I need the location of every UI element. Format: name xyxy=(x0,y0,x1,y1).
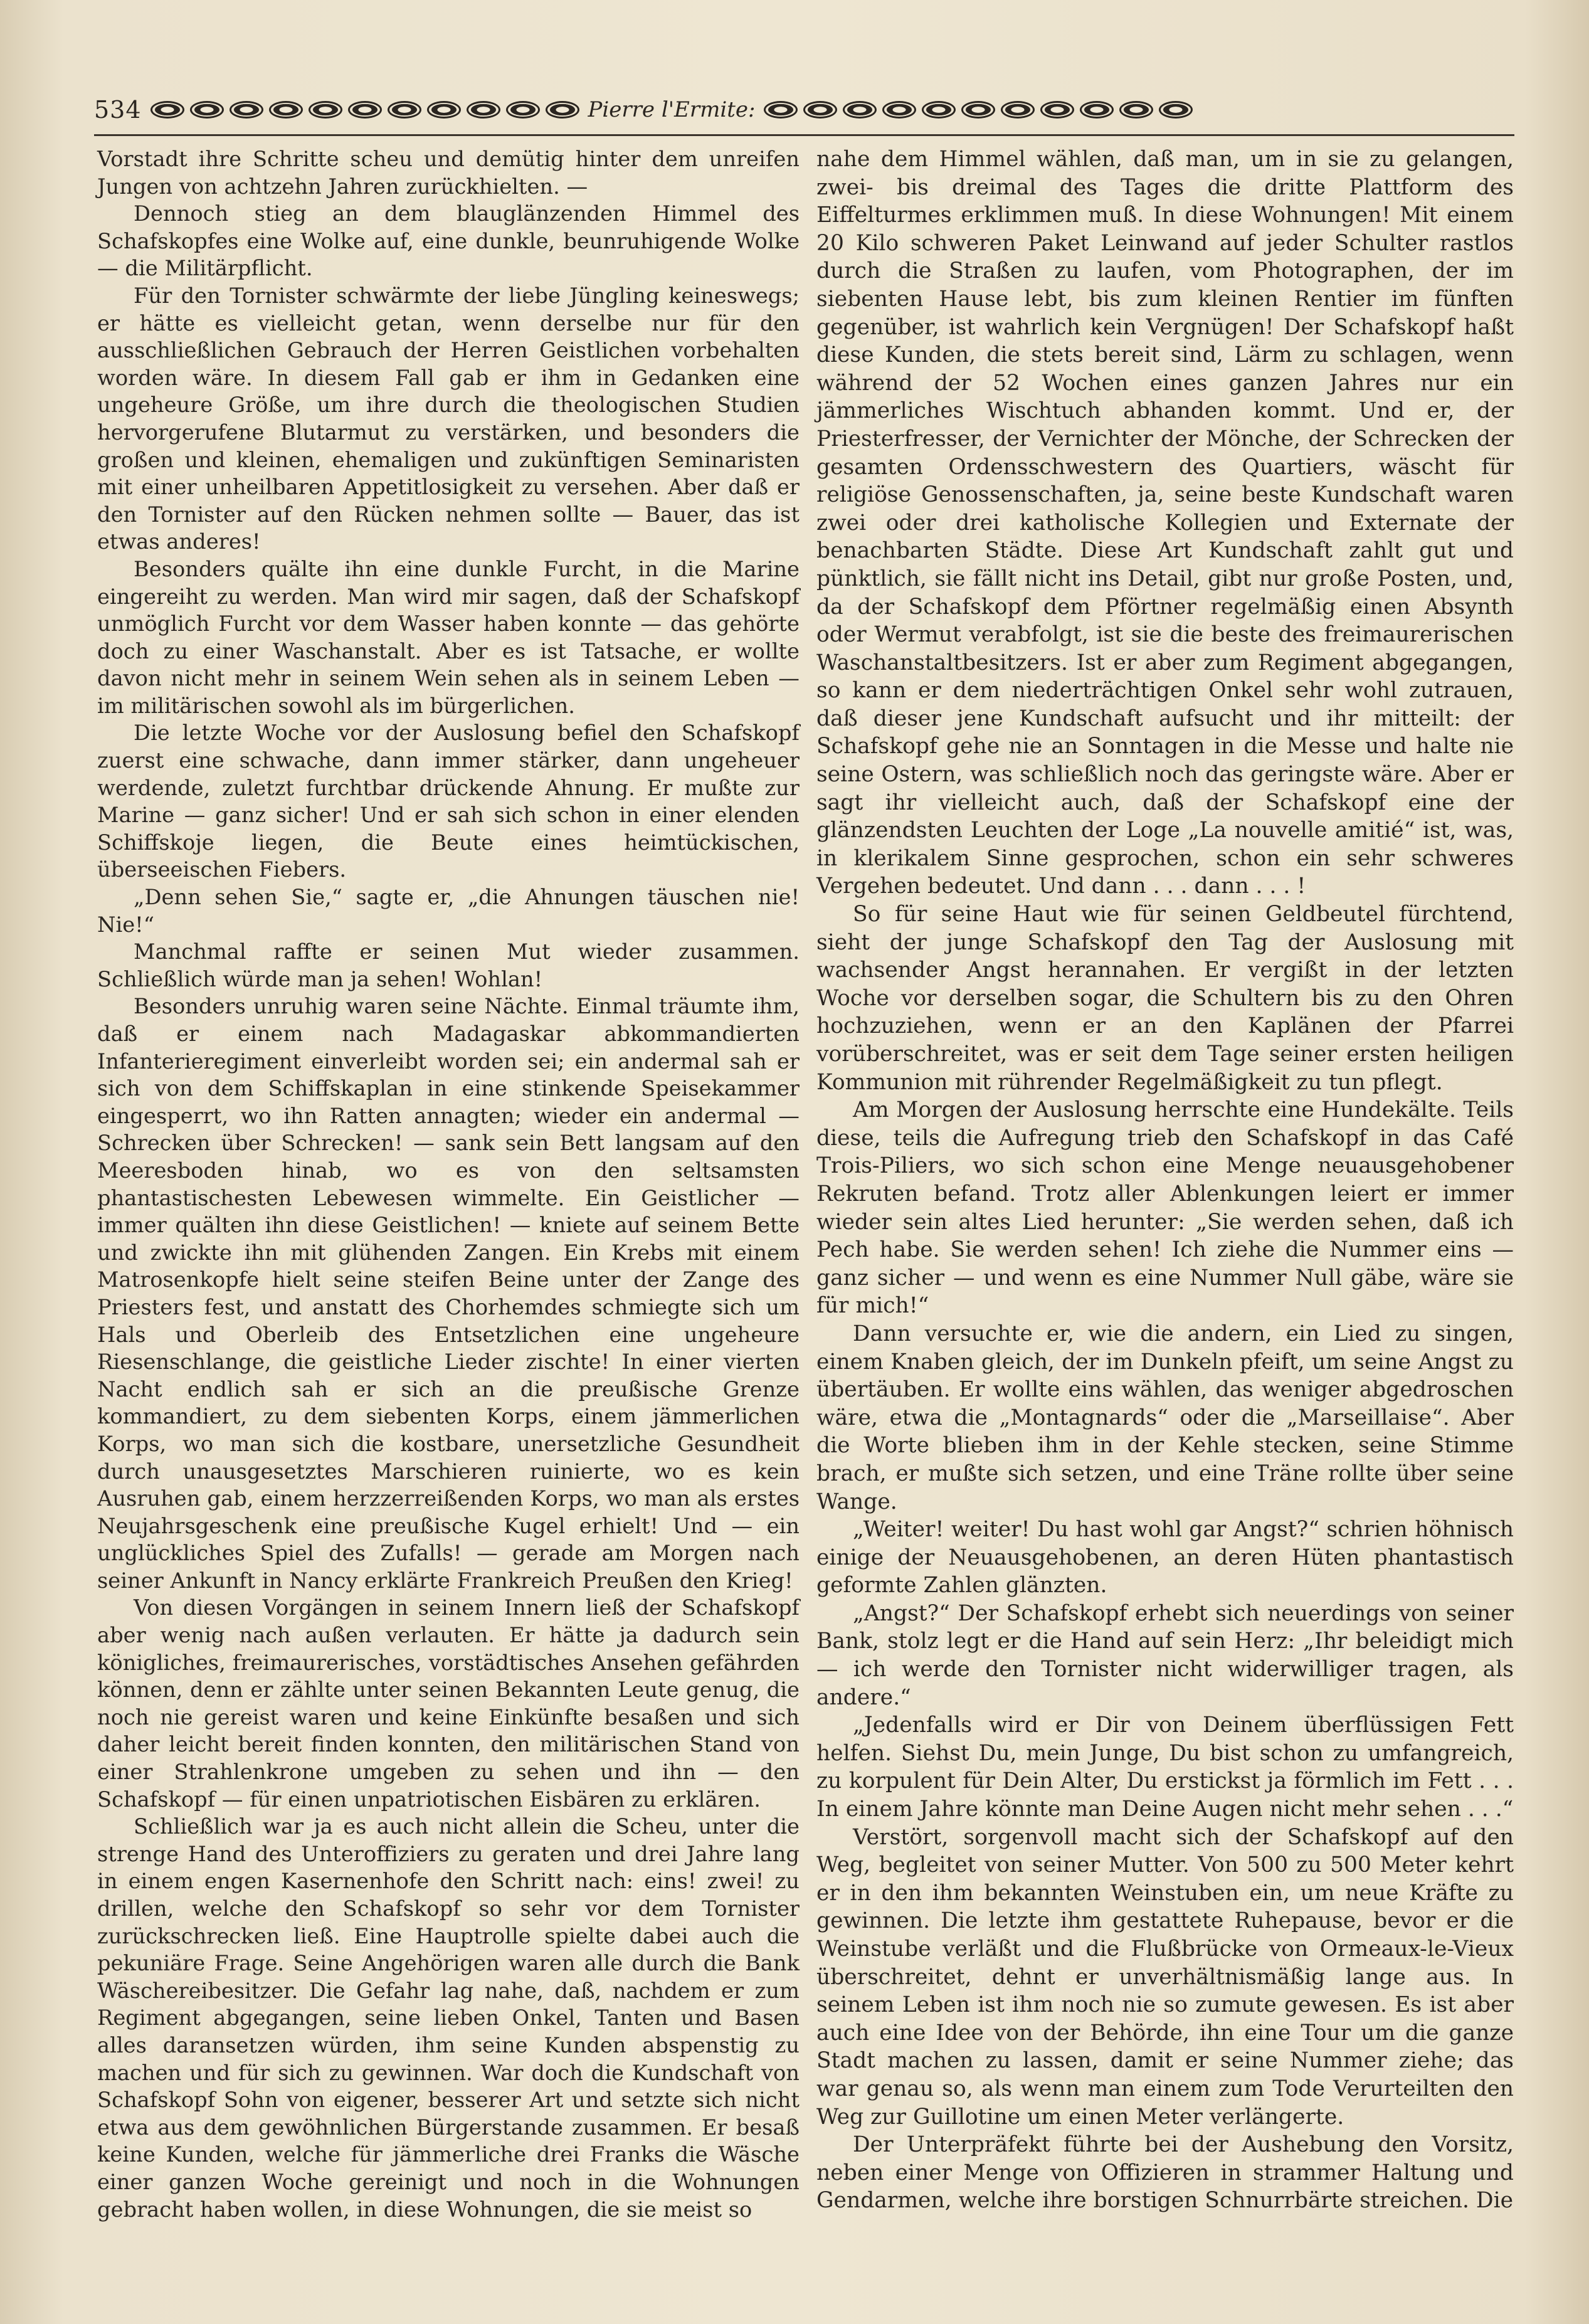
paragraph: Dennoch stieg an dem blauglänzenden Himmel des Schafskopfes eine Wolke auf, eine dunkle, beunruhigende Wolke — die Militärpflicht. xyxy=(97,201,800,281)
scroll-ornament-icon xyxy=(269,101,303,119)
scroll-ornament-icon xyxy=(1001,101,1035,119)
scroll-ornament-icon xyxy=(506,101,540,119)
paragraph: Der Unterpräfekt führte bei der Aushebung den Vorsitz, neben einer Menge von Offizieren in strammer Haltung und Gendarmen, welche ihre borstigen Schnurrbärte streichen. Die xyxy=(816,2132,1514,2214)
paragraph: „Angst?“ Der Schafskopf erhebt sich neuerdings von seiner Bank, stolz legt er die Hand auf sein Herz: „Ihr beleidigt mich — ich werde den Tornister nicht widerwilliger tragen, als andere.“ xyxy=(816,1600,1514,1710)
scroll-ornament-icon xyxy=(230,101,263,119)
scroll-ornament-icon xyxy=(1119,101,1153,119)
paragraph: „Weiter! weiter! Du hast wohl gar Angst?“ schrien höhnisch einige der Neuausgehobenen, an deren Hüten phantastisch geformte Zahlen glänzten. xyxy=(816,1517,1514,1598)
header-ornaments-left xyxy=(150,101,579,119)
scroll-ornament-icon xyxy=(882,101,916,119)
paragraph: Besonders quälte ihn eine dunkle Furcht, in die Marine eingereiht zu werden. Man wird mir sagen, daß der Schafskopf unmöglich Furcht vor dem Wasser haben konnte — das gehörte doch zu einer Waschanstalt. Aber es ist Tatsache, er wollte davon nicht mehr in seinem Wein sehen als in seinem Leben — im militärischen sowohl als im bürgerlichen. xyxy=(97,556,800,718)
paragraph: So für seine Haut wie für seinen Geldbeutel fürchtend, sieht der junge Schafskopf den Tag der Auslosung mit wachsender Angst herannahen. Er vergißt in der letzten Woche vor derselben sogar, die Schultern bis zu den Ohren hochzuziehen, wenn er an den Kaplänen der Pfarrei vorüberschreitet, was er seit dem Tage seiner ersten heiligen Kommunion mit rührender Regelmäßigkeit zu tun pflegt. xyxy=(816,902,1514,1095)
scroll-ornament-icon xyxy=(764,101,798,119)
scroll-ornament-icon xyxy=(843,101,877,119)
scroll-ornament-icon xyxy=(150,101,184,119)
paragraph: „Jedenfalls wird er Dir von Deinem überflüssigen Fett helfen. Siehst Du, mein Junge, Du bist schon zu umfangreich, zu korpulent für Dein Alter, Du erstickst ja förmlich im Fett . . . In einem Jahre könnte man Deine Augen nicht mehr sehen . . .“ xyxy=(816,1713,1514,1822)
scroll-ornament-icon xyxy=(309,101,342,119)
scroll-ornament-icon xyxy=(427,101,461,119)
running-title: Pierre l'Ermite: xyxy=(588,97,756,122)
scroll-ornament-icon xyxy=(1159,101,1193,119)
header-ornaments-right xyxy=(764,101,1193,119)
page-header xyxy=(94,94,1511,125)
scroll-ornament-icon xyxy=(348,101,382,119)
paragraph: Von diesen Vorgängen in seinem Innern ließ der Schafskopf aber wenig nach außen verlauten. Er hätte ja dadurch sein königliches, freimaurerisches, vorstädtisches Ansehen gefährden können, denn er zählte unter seinen Bekannten Leute genug, die noch nie gereist waren und keine Einkünfte besaßen und sich daher leicht bereit finden konnten, den militärischen Stand von einer Strahlenkrone umgeben zu sehen und ihn — den Schafskopf — für einen unpatriotischen Eisbären zu erklären. xyxy=(97,1595,800,1812)
scroll-ornament-icon xyxy=(1080,101,1114,119)
scroll-ornament-icon xyxy=(961,101,995,119)
left-column xyxy=(97,145,800,2223)
paragraph: Dann versuchte er, wie die andern, ein Lied zu singen, einem Knaben gleich, der im Dunkeln pfeift, um seine Angst zu übertäuben. Er wollte eins wählen, das weniger abgedroschen wäre, etwa die „Montagnards“ oder die „Marseillaise“. Aber die Worte blieben ihm in der Kehle stecken, seine Stimme brach, er mußte sich setzen, und eine Träne rollte über seine Wange. xyxy=(816,1321,1514,1514)
scroll-ornament-icon xyxy=(1040,101,1074,119)
paragraph: Am Morgen der Auslosung herrschte eine Hundekälte. Teils diese, teils die Aufregung trieb den Schafskopf in das Café Trois-Piliers, wo sich schon eine Menge neuausgehobener Rekruten befand. Trotz aller Ablenkungen leiert er immer wieder sein altes Lied herunter: „Sie werden sehen, daß ich Pech habe. Sie werden sehen! Ich ziehe die Nummer eins — ganz sicher — und wenn es eine Nummer Null gäbe, wäre sie für mich!“ xyxy=(816,1097,1514,1319)
header-rule xyxy=(94,134,1514,136)
right-column xyxy=(816,145,1514,2215)
paragraph: Vorstadt ihre Schritte scheu und demütig hinter dem unreifen Jungen von achtzehn Jahren zurückhielten. — xyxy=(97,147,800,199)
paragraph: Verstört, sorgenvoll macht sich der Schafskopf auf den Weg, begleitet von seiner Mutter. Von 500 zu 500 Meter kehrt er in den ihm bekannten Weinstuben ein, um neue Kräfte zu gewinnen. Die letzte ihm gestattete Ruhepause, bevor er die Weinstube verläßt und die Flußbrücke von Ormeaux-le-Vieux überschreitet, dehnt er unverhältnismäßig lange aus. In seinem Leben ist ihm noch nie so zumute gewesen. Es ist aber auch eine Idee von der Behörde, ihn eine Tour um die ganze Stadt machen zu lassen, damit er seine Nummer ziehe; das war genau so, als wenn man einem zum Tode Verurteilten den Weg zur Guillotine um einen Meter verlängerte. xyxy=(816,1824,1514,2130)
scroll-ornament-icon xyxy=(190,101,224,119)
scroll-ornament-icon xyxy=(922,101,956,119)
paragraph: Für den Tornister schwärmte der liebe Jüngling keineswegs; er hätte es vielleicht getan, wenn derselbe nur für den ausschließlichen Gebrauch der Herren Geistlichen vorbehalten worden wäre. In diesem Fall gab er ihm in Gedanken eine ungeheure Größe, um ihre durch die theologischen Studien hervorgerufene Blutarmut zu verstärken, und besonders die großen und kleinen, ehemaligen und zukünftigen Seminaristen mit einer unheilbaren Appetitlosigkeit zu versehen. Aber daß er den Tornister auf den Rücken nehmen sollte — Bauer, das ist etwas anderes! xyxy=(97,283,800,554)
scroll-ornament-icon xyxy=(803,101,837,119)
paragraph: Die letzte Woche vor der Auslosung befiel den Schafskopf zuerst eine schwache, dann immer stärker, dann ungeheuer werdende, zuletzt furchtbar drückende Ahnung. Er mußte zur Marine — ganz sicher! Und er sah sich schon in einer elenden Schiffskoje liegen, die Beute eines heimtückischen, überseeischen Fiebers. xyxy=(97,721,800,882)
scroll-ornament-icon xyxy=(546,101,579,119)
scroll-ornament-icon xyxy=(467,101,500,119)
page-number: 534 xyxy=(94,96,142,124)
scroll-ornament-icon xyxy=(388,101,421,119)
paragraph: „Denn sehen Sie,“ sagte er, „die Ahnungen täuschen nie! Nie!“ xyxy=(97,885,800,937)
paragraph: Schließlich war ja es auch nicht allein die Scheu, unter die strenge Hand des Unteroffiziers zu geraten und drei Jahre lang in einem engen Kasernenhofe den Schritt nach: eins! zwei! zu drillen, welche den Schafskopf so sehr vor dem Tornister zurückschrecken ließ. Eine Hauptrolle spielte dabei auch die pekuniäre Frage. Seine Angehörigen waren alle durch die Bank Wäschereibesitzer. Die Gefahr lag nahe, daß, nachdem er zum Regiment abgegangen, seine lieben Onkel, Tanten und Basen alles daransetzen würden, ihm seine Kunden abspenstig zu machen und für sich zu gewinnen. War doch die Kundschaft von Schafskopf Sohn von eigener, besserer Art und setzte sich nicht etwa aus dem gewöhnlichen Bürgerstande zusammen. Er besaß keine Kunden, welche für jämmerliche drei Franks die Wäsche einer ganzen Woche gereinigt und noch in die Wohnungen gebracht haben wollen, in diese Wohnungen, die sie meist so xyxy=(97,1814,800,2222)
paragraph: nahe dem Himmel wählen, daß man, um in sie zu gelangen, zwei- bis dreimal des Tages die dritte Plattform des Eiffelturmes erklimmen muß. In diese Wohnungen! Mit einem 20 Kilo schweren Paket Leinwand auf jeder Schulter rastlos durch die Straßen zu laufen, vom Photographen, der im siebenten Hause lebt, bis zum kleinen Rentier im fünften gegenüber, ist wahrlich kein Vergnügen! Der Schafskopf haßt diese Kunden, die stets bereit sind, Lärm zu schlagen, wenn während der 52 Wochen eines ganzen Jahres nur ein jämmerliches Wischtuch abhanden kommt. Und er, der Priesterfresser, der Vernichter der Mönche, der Schrecken der gesamten Ordensschwestern des Quartiers, wäscht für religiöse Genossenschaften, ja, seine beste Kundschaft waren zwei oder drei katholische Kollegien und Externate der benachbarten Städte. Diese Art Kundschaft zahlt gut und pünktlich, sie fällt nicht ins Detail, gibt nur große Posten, und, da der Schafskopf dem Pförtner regelmäßig einen Absynth oder Wermut verabfolgt, ist sie die beste des freimaurerischen Waschanstaltbesitzers. Ist er aber zum Regiment abgegangen, so kann er dem niederträchtigen Onkel sehr wohl zutrauen, daß dieser jene Kundschaft aufsucht und ihr mitteilt: der Schafskopf gehe nie an Sonntagen in die Messe und halte nie seine Ostern, was schließlich noch das geringste wäre. Aber er sagt ihr vielleicht auch, daß der Schafskopf eine der glänzendsten Leuchten der Loge „La nouvelle amitié“ ist, was, in klerikalem Sinne gesprochen, schon ein sehr schweres Vergehen bedeutet. Und dann . . . dann . . . ! xyxy=(816,147,1514,899)
paragraph: Besonders unruhig waren seine Nächte. Einmal träumte ihm, daß er einem nach Madagaskar abkommandierten Infanterieregiment einverleibt worden sei; ein andermal sah er sich von dem Schiffskaplan in eine stinkende Speisekammer eingesperrt, wo ihn Ratten annagten; wieder ein andermal — Schrecken über Schrecken! — sank sein Bett langsam auf den Meeresboden hinab, wo es von den seltsamsten phantastischesten Lebewesen wimmelte. Ein Geistlicher — immer quälten ihn diese Geistlichen! — kniete auf seinem Bette und zwickte ihn mit glühenden Zangen. Ein Krebs mit einem Matrosenkopfe hielt seine steifen Beine unter der Zange des Priesters fest, und anstatt des Chorhemdes schmiegte sich um Hals und Oberleib des Entsetzlichen eine ungeheure Riesenschlange, die geistliche Lieder zischte! In einer vierten Nacht endlich sah er sich an die preußische Grenze kommandiert, zu dem siebenten Korps, einem jämmerlichen Korps, wo man sich die kostbare, unersetzliche Gesundheit durch unausgesetztes Marschieren ruinierte, wo es kein Ausruhen gab, einem herzzerreißenden Korps, wo man als erstes Neujahrsgeschenk eine preußische Kugel erhielt! Und — ein unglückliches Spiel des Zufalls! — gerade am Morgen nach seiner Ankunft in Nancy erklärte Frankreich Preußen den Krieg! xyxy=(97,994,800,1593)
paragraph: Manchmal raffte er seinen Mut wieder zusammen. Schließlich würde man ja sehen! Wohlan! xyxy=(97,939,800,991)
